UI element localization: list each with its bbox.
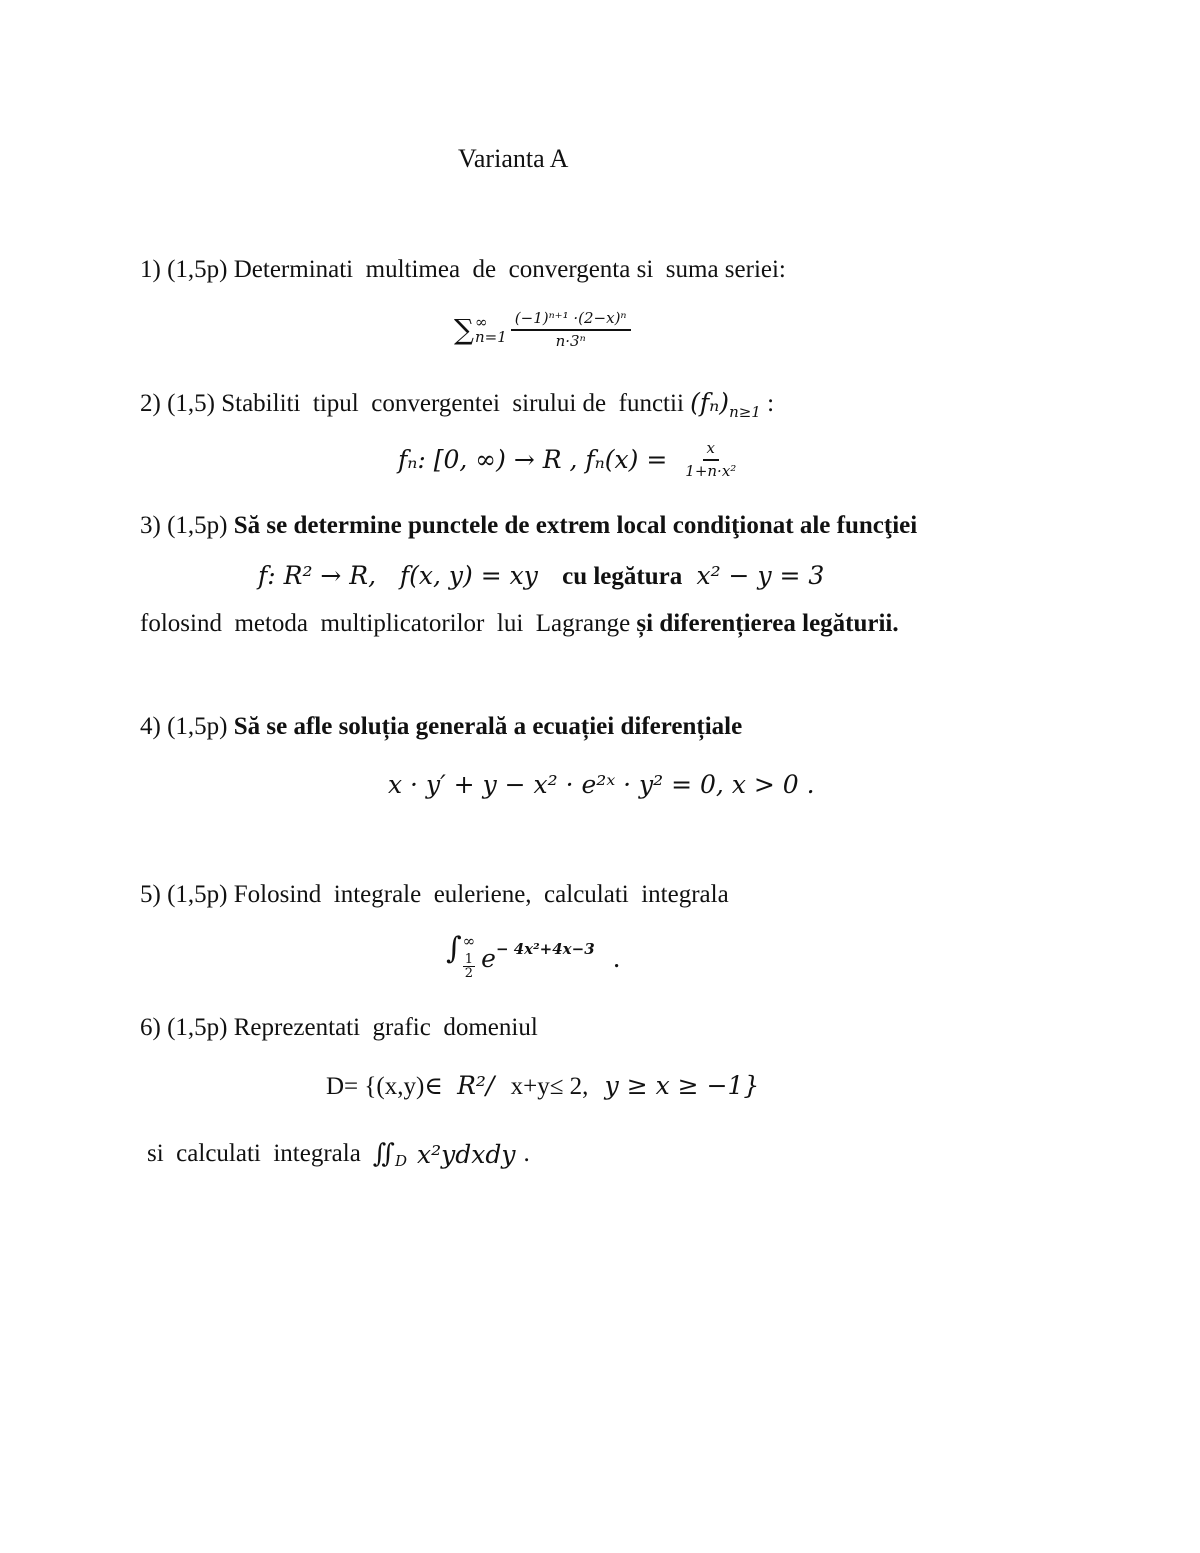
problem-6-integral-line	[147, 1138, 530, 1170]
fraction-numerator: (−1)ⁿ⁺¹ ·(2−x)ⁿ	[511, 310, 631, 331]
problem-6-statement	[140, 1014, 538, 1042]
problem-2-colon: :	[767, 390, 775, 417]
problem-1-fraction	[511, 310, 631, 349]
problem-1-formula	[454, 310, 631, 349]
problem-4-formula: x · y′ + y − x² · e²ˣ · y² = 0, x > 0 .	[388, 770, 815, 799]
method-text: folosind metoda multiplicatorilor lui Lagrange	[140, 610, 631, 637]
problem-6-points: (1,5p)	[167, 1014, 228, 1041]
double-integral-subscript: D	[394, 1152, 407, 1170]
integrand-exponent: − 4x²+4x−3	[495, 940, 595, 958]
domain-condition-2: y ≥ x ≥ −1}	[604, 1071, 760, 1100]
problem-3-statement	[140, 512, 917, 540]
sum-lower: n=1	[475, 327, 507, 346]
problem-2-points: (1,5)	[167, 390, 215, 417]
sequence-symbol: (fₙ)	[690, 388, 730, 417]
problem-3-formula	[258, 561, 824, 591]
problem-2-statement	[140, 388, 774, 421]
sum-symbol: ∑	[454, 313, 474, 346]
problem-3-text: Să se determine punctele de extrem local condiţionat ale funcţiei	[233, 512, 918, 539]
problem-3-points: (1,5p)	[167, 512, 228, 539]
problem-6-number: 6)	[140, 1014, 161, 1041]
domain-condition-1: x+y≤ 2,	[510, 1073, 589, 1100]
sum-upper: ∞	[475, 312, 488, 331]
problem-1-number: 1)	[140, 256, 161, 283]
fraction-denominator: 1+n·x²	[685, 461, 737, 480]
sum-limits	[475, 312, 507, 346]
lower-numerator: 1	[464, 952, 474, 967]
integrand-base: e	[481, 944, 496, 973]
double-integral-symbol: ∬	[372, 1139, 395, 1169]
problem-3-number: 3)	[140, 512, 161, 539]
method-text-bold: și diferențierea legăturii.	[636, 610, 899, 637]
problem-1-points: (1,5p)	[167, 256, 228, 283]
domain-left: D= {(x,y)∈	[326, 1073, 443, 1100]
integral-symbol: ∫	[446, 931, 462, 966]
problem-5-number: 5)	[140, 881, 161, 908]
domain-r2: R²/	[457, 1071, 495, 1100]
integral-limits	[463, 934, 476, 980]
problem-5-formula	[446, 931, 621, 981]
problem-4-text: Să se afle soluția generală a ecuației diferențiale	[233, 713, 743, 740]
problem-4-statement	[140, 713, 742, 741]
fraction-numerator: x	[703, 440, 719, 461]
problem-5-points: (1,5p)	[167, 881, 228, 908]
sequence-subscript: n≥1	[729, 403, 761, 421]
problem-4-number: 4)	[140, 713, 161, 740]
problem-5-statement	[140, 881, 729, 909]
problem-2-text: Stabiliti tipul convergentei sirului de functii	[221, 390, 684, 417]
problem-2-fraction	[685, 440, 736, 479]
problem-6-text2: si calculati integrala	[147, 1140, 361, 1167]
problem-2-number: 2)	[140, 390, 161, 417]
problem-6-domain	[326, 1071, 759, 1101]
integral-period: .	[523, 1140, 530, 1167]
constraint-formula: x² − y = 3	[696, 561, 825, 590]
double-integral-integrand: x²ydxdy	[416, 1139, 516, 1169]
lower-denominator: 2	[464, 966, 474, 981]
problem-3-method	[140, 610, 899, 638]
integral-lower	[463, 953, 476, 980]
problem-6-text: Reprezentati grafic domeniul	[233, 1014, 538, 1041]
formula-period: .	[612, 944, 621, 973]
constraint-connector: cu legătura	[562, 563, 683, 590]
problem-1-text: Determinati multimea de convergenta si suma seriei:	[233, 256, 786, 283]
fraction-denominator: n·3ⁿ	[555, 331, 586, 350]
problem-5-text: Folosind integrale euleriene, calculati integrala	[233, 881, 729, 908]
integral-upper: ∞	[462, 932, 476, 950]
problem-2-formula	[398, 440, 736, 479]
page-title: Varianta A	[458, 144, 569, 173]
function-formula: f: R² → R, f(x, y) = xy	[258, 561, 538, 590]
function-definition: fₙ: [0, ∞) → R , fₙ(x) =	[398, 445, 668, 474]
problem-4-points: (1,5p)	[167, 713, 228, 740]
problem-1-statement	[140, 256, 786, 284]
